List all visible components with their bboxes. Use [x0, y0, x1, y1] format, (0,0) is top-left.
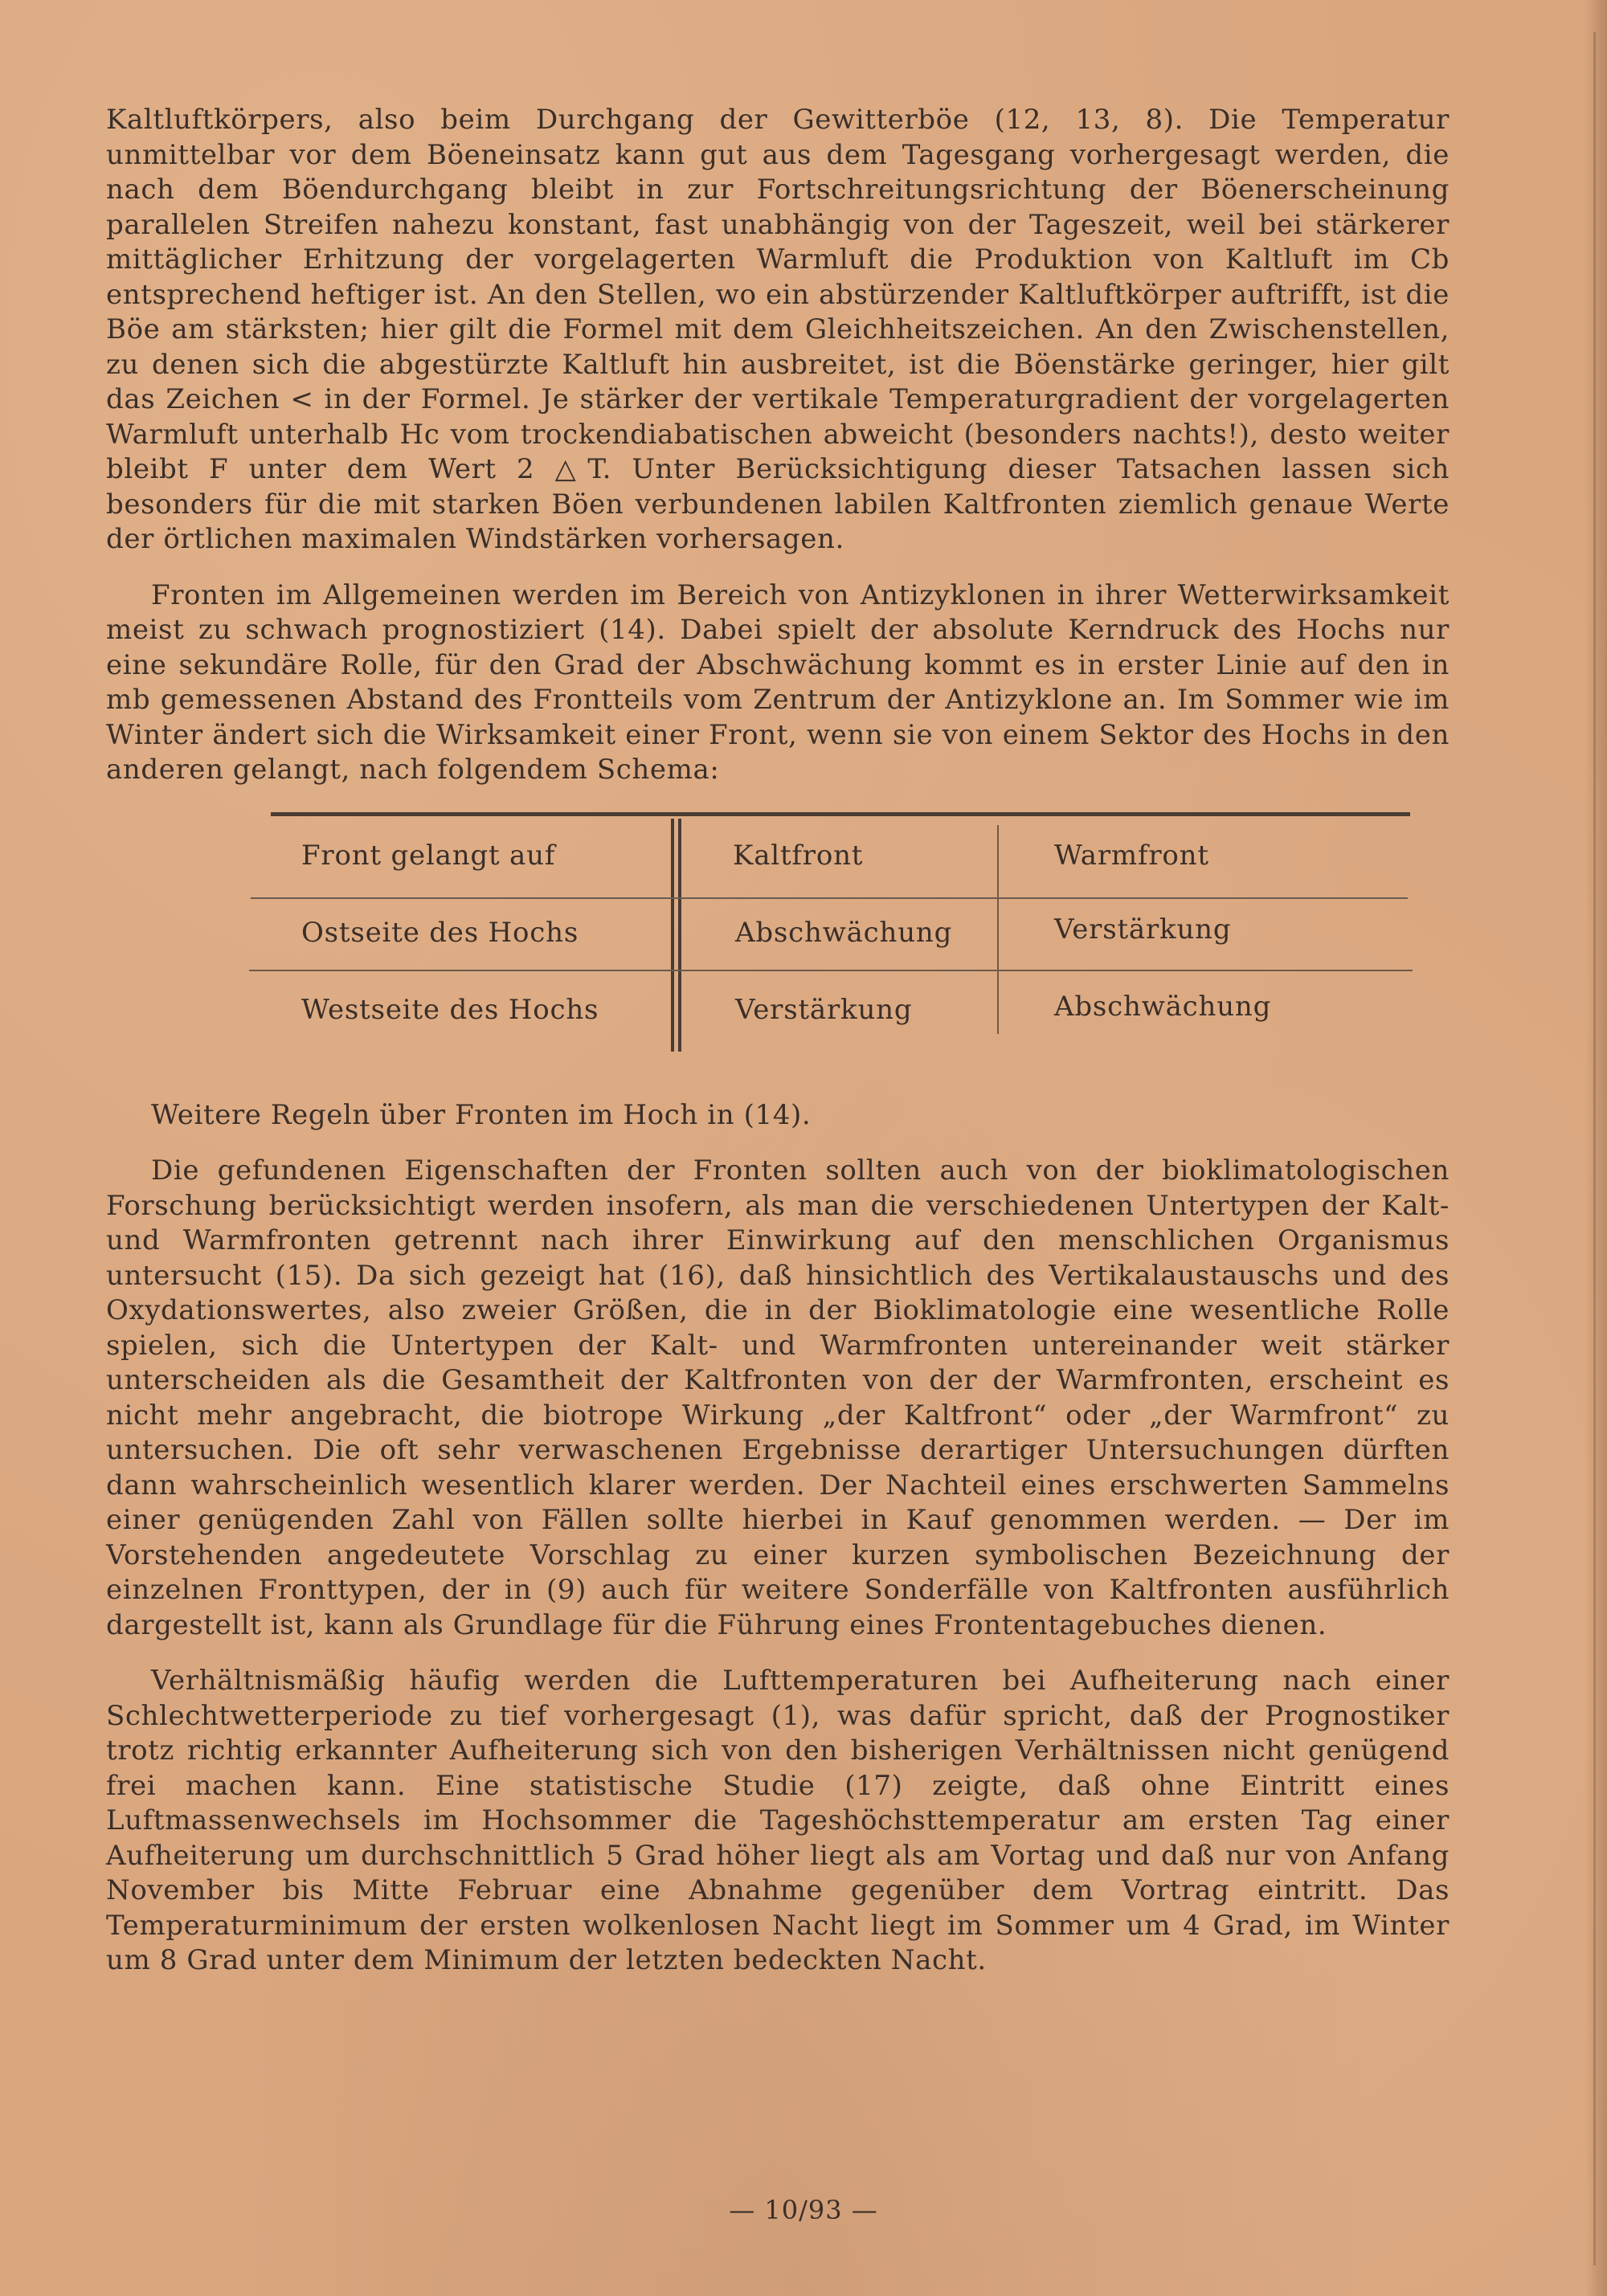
page-edge-shadow	[1585, 0, 1607, 2296]
table-double-rule-left	[671, 819, 674, 1052]
table-row-westseite-warmfront: Abschwächung	[1054, 990, 1272, 1023]
table-header-warmfront: Warmfront	[1054, 839, 1209, 872]
table-column-rule	[997, 825, 999, 1034]
page-edge-line	[1593, 32, 1596, 2265]
front-schema-table	[106, 809, 1450, 1050]
document-page	[106, 103, 1450, 2000]
table-row-rule-1	[251, 897, 1408, 899]
table-row-westseite-kaltfront: Verstärkung	[735, 993, 913, 1026]
table-row-westseite-label: Westseite des Hochs	[301, 993, 599, 1026]
table-row-ostseite-warmfront: Verstärkung	[1054, 913, 1232, 946]
table-top-rule	[271, 812, 1410, 816]
table-row-rule-2	[249, 970, 1413, 971]
paragraph-2: Fronten im Allgemeinen werden im Bereich von Antizyklonen in ihrer Wetterwirksamkeit meist zu schwach prognostiziert (14). Dabei spielt der absolute Kerndruck des Hochs nur eine sekundäre Rolle, für den Grad der Abschwächung kommt es in erster Linie auf den in mb gemessenen Abstand des Frontteils vom Zentrum der Antizyklone an. Im Sommer wie im Winter ändert sich die Wirksamkeit einer Front, wenn sie von einem Sektor des Hochs in den anderen gelangt, nach folgendem Schema:	[106, 578, 1450, 786]
table-double-rule-right	[678, 819, 681, 1052]
table-row-ostseite-label: Ostseite des Hochs	[301, 916, 579, 949]
paragraph-4: Die gefundenen Eigenschaften der Fronten sollten auch von der bioklimatologischen Forschung berücksichtigt werden insofern, als man die verschiedenen Untertypen der Kalt- und Warmfronten getrennt nach ihrer Einwirkung auf den menschlichen Organismus untersucht (15). Da sich gezeigt hat (16), daß hinsichtlich des Vertikalaustauschs und des Oxydationswertes, also zweier Größen, die in der Bioklimatologie eine wesentliche Rolle spielen, sich die Untertypen der Kalt- und Warmfronten untereinander weit stärker unterscheiden als die Gesamtheit der Kaltfronten von der der Warmfronten, erscheint es nicht mehr angebracht, die biotrope Wirkung „der Kaltfront“ oder „der Warmfront“ zu untersuchen. Die oft sehr verwaschenen Ergebnisse derartiger Untersuchungen dürften dann wahrscheinlich wesentlich klarer werden. Der Nachteil eines erschwerten Sammelns einer genügenden Zahl von Fällen sollte hierbei in Kauf genommen werden. — Der im Vorstehenden angedeutete Vorschlag zu einer kurzen symbolischen Bezeichnung der einzelnen Fronttypen, der in (9) auch für weitere Sonderfälle von Kaltfronten ausführlich dargestellt ist, kann als Grundlage für die Führung eines Frontentagebuches dienen.	[106, 1154, 1450, 1641]
page-number: — 10/93 —	[729, 2195, 878, 2225]
table-header-kaltfront: Kaltfront	[733, 839, 864, 872]
paragraph-5: Verhältnismäßig häufig werden die Lufttemperaturen bei Aufheiterung nach einer Schlechtwetterperiode zu tief vorhergesagt (1), was dafür spricht, daß der Prognostiker trotz richtig erkannter Aufheiterung sich von den bisherigen Verhältnissen nicht genügend frei machen kann. Eine statistische Studie (17) zeigte, daß ohne Eintritt eines Luftmassenwechsels im Hochsommer die Tageshöchsttemperatur am ersten Tag einer Aufheiterung um durchschnittlich 5 Grad höher liegt als am Vortag und daß nur von Anfang November bis Mitte Februar eine Abnahme gegenüber dem Vortrag eintritt. Das Temperaturminimum der ersten wolkenlosen Nacht liegt im Sommer um 4 Grad, im Winter um 8 Grad unter dem Minimum der letzten bedeckten Nacht.	[106, 1665, 1450, 1976]
table-header-front: Front gelangt auf	[301, 839, 556, 872]
table-row-ostseite-kaltfront: Abschwächung	[735, 916, 953, 949]
paragraph-1: Kaltluftkörpers, also beim Durchgang der Gewitterböe (12, 13, 8). Die Temperatur unmittelbar vor dem Böeneinsatz kann gut aus dem Tagesgang vorhergesagt werden, die nach dem Böendurchgang bleibt in zur Fortschreitungsrichtung der Böenerscheinung parallelen Streifen nahezu konstant, fast unabhängig von der Tageszeit, weil bei stärkerer mittäglicher Erhitzung der vorgelagerten Warmluft die Produktion von Kaltluft im Cb entsprechend heftiger ist. An den Stellen, wo ein abstürzender Kaltluftkörper auftrifft, ist die Böe am stärksten; hier gilt die Formel mit dem Gleichheitszeichen. An den Zwischenstellen, zu denen sich die abgestürzte Kaltluft hin ausbreitet, ist die Böenstärke geringer, hier gilt das Zeichen < in der Formel. Je stärker der vertikale Temperaturgradient der vorgelagerten Warmluft unterhalb Hc vom trockendiabatischen abweicht (besonders nachts!), desto weiter bleibt F unter dem Wert 2 △T. Unter Berücksichtigung dieser Tatsachen lassen sich besonders für die mit starken Böen verbundenen labilen Kaltfronten ziemlich genaue Werte der örtlichen maximalen Windstärken vorhersagen.	[106, 104, 1450, 555]
paragraph-3: Weitere Regeln über Fronten im Hoch in (14).	[151, 1098, 812, 1131]
